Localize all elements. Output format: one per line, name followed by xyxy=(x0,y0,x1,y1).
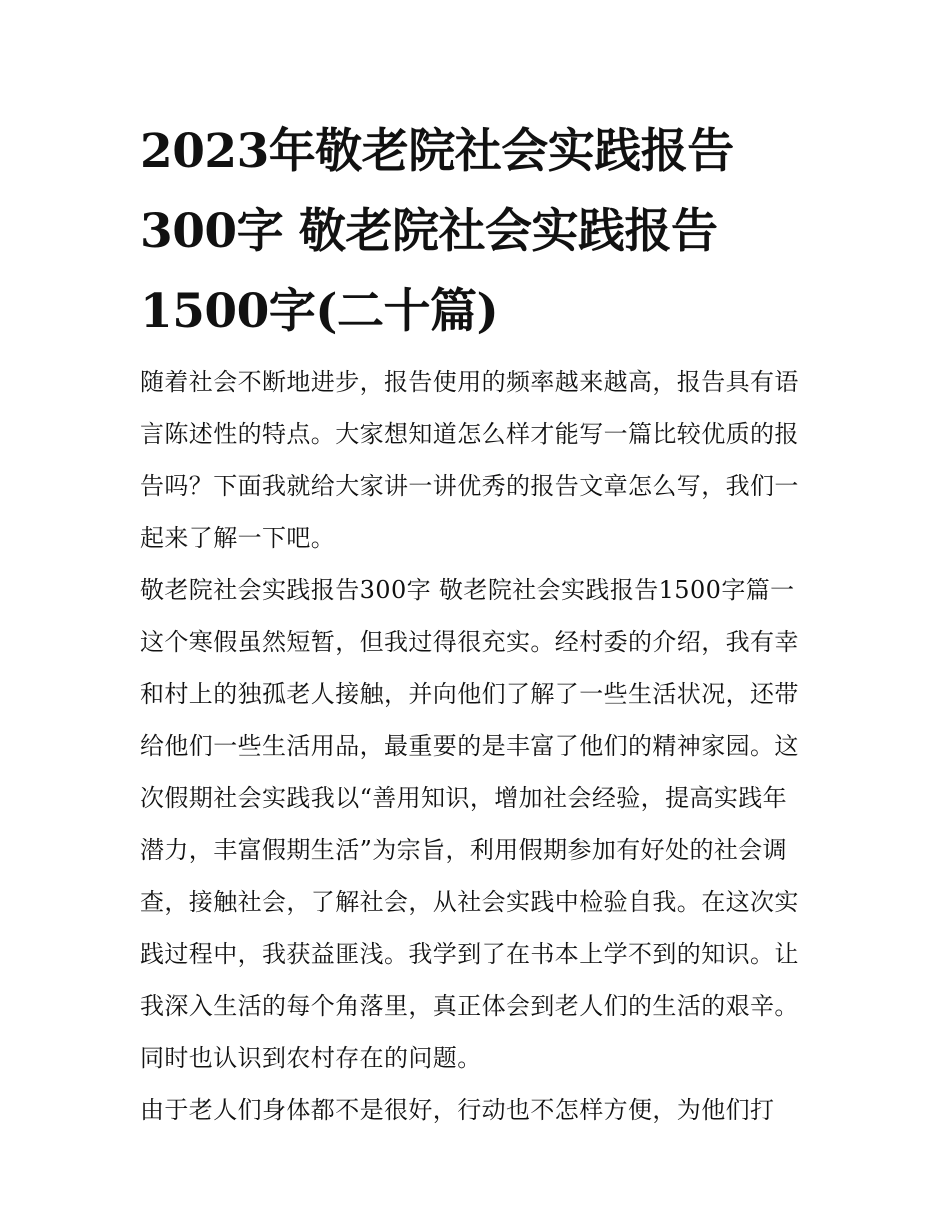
text-line: 敬老院社会实践报告300字 敬老院社会实践报告1500字篇一 xyxy=(140,576,795,604)
title-line: 1500字(二十篇) xyxy=(140,284,499,339)
text-line: 言陈述性的特点。大家想知道怎么样才能写一篇比较优质的报 xyxy=(140,420,799,448)
intro-paragraph xyxy=(140,356,820,564)
text-line: 给他们一些生活用品，最重要的是丰富了他们的精神家园。这 xyxy=(140,732,799,760)
text-line: 次假期社会实践我以“善用知识，增加社会经验，提高实践年 xyxy=(140,784,788,812)
title-line: 2023年敬老院社会实践报告 xyxy=(140,124,734,179)
text-line: 查，接触社会，了解社会，从社会实践中检验自我。在这次实 xyxy=(140,888,799,916)
body-paragraph xyxy=(140,616,820,1084)
text-line: 这个寒假虽然短暂，但我过得很充实。经村委的介绍，我有幸 xyxy=(140,628,799,656)
text-line: 践过程中，我获益匪浅。我学到了在书本上学不到的知识。让 xyxy=(140,940,799,968)
text-line: 潜力，丰富假期生活”为宗旨，利用假期参加有好处的社会调 xyxy=(140,836,788,864)
section-heading xyxy=(140,564,820,616)
text-line: 起来了解一下吧。 xyxy=(140,524,336,552)
text-line: 由于老人们身体都不是很好，行动也不怎样方便，为他们打 xyxy=(140,1096,775,1124)
text-line: 告吗？下面我就给大家讲一讲优秀的报告文章怎么写，我们一 xyxy=(140,472,799,500)
body-paragraph xyxy=(140,1084,820,1136)
text-line: 随着社会不断地进步，报告使用的频率越来越高，报告具有语 xyxy=(140,368,799,396)
text-line: 和村上的独孤老人接触，并向他们了解了一些生活状况，还带 xyxy=(140,680,799,708)
text-line: 同时也认识到农村存在的问题。 xyxy=(140,1044,482,1072)
title-line: 300字 敬老院社会实践报告 xyxy=(140,204,718,259)
text-line: 我深入生活的每个角落里，真正体会到老人们的生活的艰辛。 xyxy=(140,992,799,1020)
document-body xyxy=(140,356,820,1136)
document-title xyxy=(140,112,820,352)
